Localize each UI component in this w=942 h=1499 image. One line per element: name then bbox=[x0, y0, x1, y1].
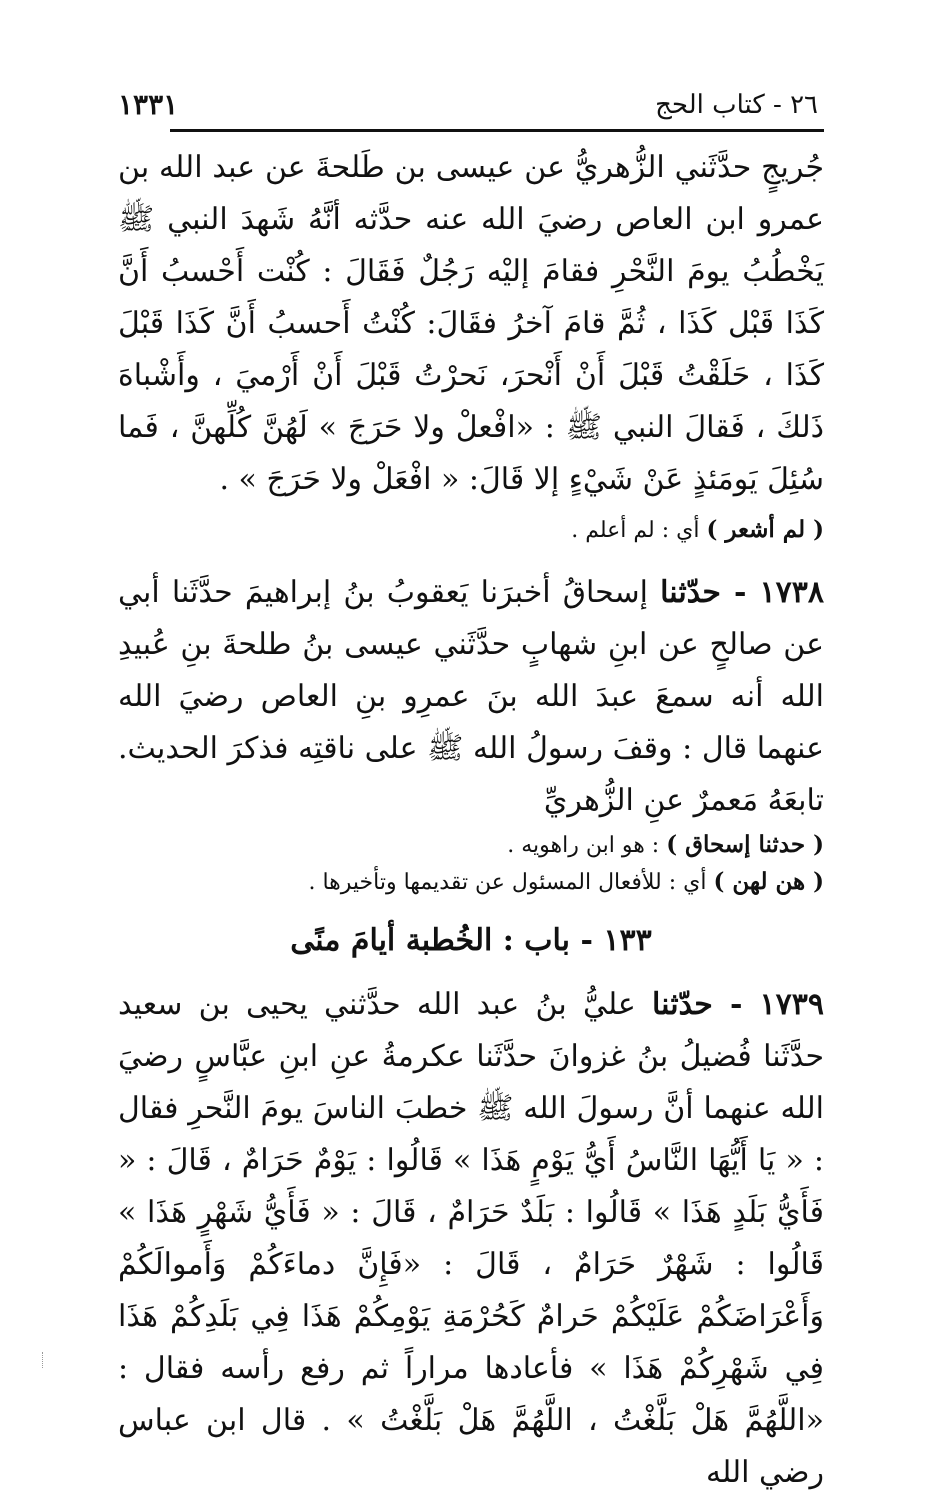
hadith-1739 bbox=[118, 979, 824, 1499]
note-text: أي : لم أعلم . bbox=[571, 518, 707, 543]
hadith-number: ١٧٣٩ - حدّثنا bbox=[652, 987, 824, 1022]
margin-mark bbox=[42, 1352, 45, 1368]
note-text: : هو ابن راهويه . bbox=[507, 833, 667, 858]
note-term: ( لم أشعر ) bbox=[706, 516, 824, 543]
page-body bbox=[118, 142, 824, 1499]
hadith-text: عليُّ بنُ عبد الله حدَّثني يحيى بن سعيد حدَّثَنا فُضيلُ بنُ غزوانَ حدَّثَنا عكرمةُ عنِ ابنِ عبَّاسٍ رضيَ الله عنهما أنَّ رسولَ الله ﷺ خطبَ الناسَ يومَ النَّحرِ فقال : « يَا أَيُّهَا النَّاسُ أَيُّ يَوْمٍ هَذَا » قَالُوا : يَوْمٌ حَرَامٌ ، قَالَ : « فَأَيُّ بَلَدٍ هَذَا » قَالُوا : بَلَدٌ حَرَامٌ ، قَالَ : « فَأَيُّ شَهْرٍ هَذَا » قَالُوا : شَهْرٌ حَرَامٌ ، قَالَ : «فَإِنَّ دماءَكُمْ وَأَموالَكُمْ وَأَعْرَاضَكُمْ عَلَيْكُمْ حَرامٌ كَحُرْمَةِ يَوْمِكُمْ هَذَا فِي بَلَدِكُمْ هَذَا فِي شَهْرِكُمْ هَذَا » فأعادها مراراً ثم رفع رأسه فقال : «اللَّهُمَّ هَلْ بَلَّغْتُ ، اللَّهُمَّ هَلْ بَلَّغْتُ » . قال ابن عباس رضي الله bbox=[118, 987, 824, 1490]
hadith-text: إسحاقُ أخبرَنا يَعقوبُ بنُ إبراهيمَ حدَّثَنا أبي عن صالحٍ عن ابنِ شهابٍ حدَّثَني عيسى بنُ طلحةَ بنِ عُبيدِ الله أنه سمعَ عبدَ الله بنَ عمرِو بنِ العاص رضيَ الله عنهما قال : وقفَ رسولُ الله ﷺ على ناقتِه فذكرَ الحديث. تابعَهُ مَعمرٌ عنِ الزُّهريِّ bbox=[118, 575, 824, 818]
hadith-1737-continuation: جُريجٍ حدَّثَني الزُّهريُّ عن عيسى بن طَلحةَ عن عبد الله بن عمرو ابن العاص رضيَ الله عنه حدَّثه أنَّهُ شَهدَ النبي ﷺ يَخْطُبُ يومَ النَّحْرِ فقامَ إليْه رَجُلٌ فَقَالَ : كُنْت أَحْسبُ أَنَّ كَذَا قَبْل كَذَا ، ثُمَّ قامَ آخرُ فقَالَ: كُنْتُ أَحسبُ أَنَّ كَذَا قَبْلَ كَذَا ، حَلَقْتُ قَبْلَ أَنْ أَنْحرَ، نَحرْتُ قَبْلَ أَنْ أَرْميَ ، وأَشْباهَ ذَلكَ ، فَقالَ النبي ﷺ : «افْعلْ ولا حَرَجَ » لَهُنَّ كُلِّهنَّ ، فَما سُئِلَ يَومَئذٍ عَنْ شَيْءٍ إلا قَالَ: « افْعَلْ ولا حَرَجَ » . bbox=[118, 150, 824, 497]
hadith-number: ١٧٣٨ - حدّثنا bbox=[660, 575, 824, 610]
running-chapter-title: ٢٦ - كتاب الحج bbox=[655, 90, 818, 120]
hadith-1738 bbox=[118, 567, 824, 827]
explanatory-note bbox=[118, 512, 824, 549]
explanatory-note bbox=[118, 827, 824, 864]
page-number: ١٣٣١ bbox=[118, 88, 179, 121]
note-text: أي : للأفعال المسئول عن تقديمها وتأخيرها . bbox=[308, 870, 714, 895]
note-term: ( هن لهن ) bbox=[713, 868, 824, 895]
page-header bbox=[118, 82, 818, 130]
chapter-heading: ١٣٣ - باب : الخُطبة أيامَ منًى bbox=[290, 923, 652, 958]
header-rule bbox=[170, 129, 824, 132]
note-term: ( حدثنا إسحاق ) bbox=[666, 831, 824, 858]
explanatory-note bbox=[118, 864, 824, 901]
